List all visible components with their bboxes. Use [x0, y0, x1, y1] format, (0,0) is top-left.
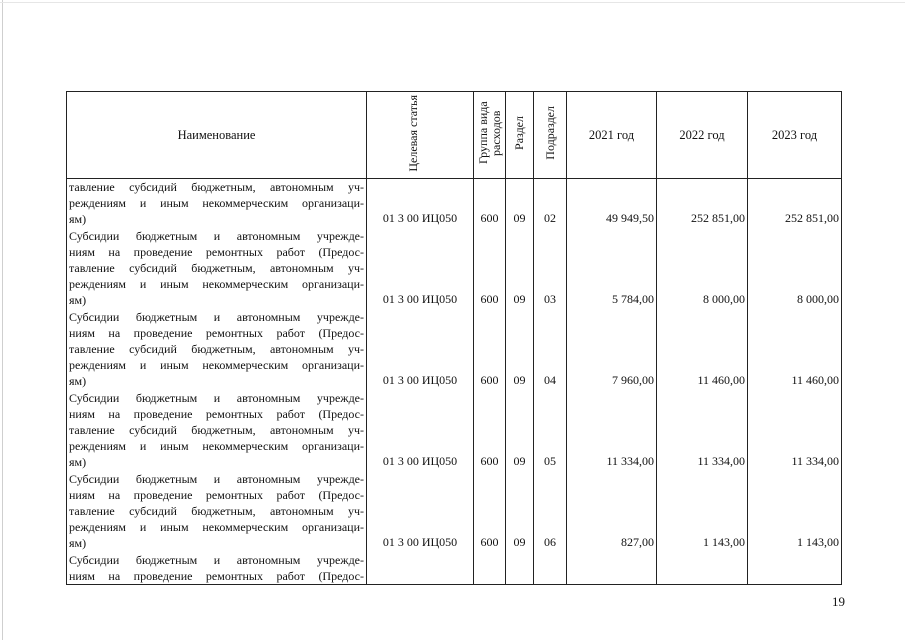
row-section	[506, 552, 534, 585]
page-edge-left	[2, 0, 3, 640]
row-name-line: Субсидии бюджетным и автономным учрежде-	[69, 309, 364, 324]
header-target-article	[367, 92, 474, 179]
row-name	[67, 309, 367, 390]
row-subsection	[534, 552, 567, 585]
row-name-line: ям)	[69, 212, 87, 227]
row-subsection: 05	[534, 390, 567, 471]
row-name-line: ниям на проведение ремонтных работ (Предос-	[69, 568, 364, 583]
header-name: Наименование	[67, 92, 367, 179]
row-target-article: 01 3 00 ИЦ050	[367, 309, 474, 390]
row-value-2022: 1 143,00	[657, 471, 748, 552]
row-name-line: реждениям и иным некоммерческим организаци-	[69, 277, 364, 292]
header-expense-group-label: Группа вида расходов	[475, 101, 503, 165]
row-value-2022: 252 851,00	[657, 179, 748, 228]
row-name-line: Субсидии бюджетным и автономным учрежде-	[69, 390, 364, 405]
row-target-article	[367, 552, 474, 585]
row-expense-group: 600	[474, 390, 506, 471]
row-value-2021: 5 784,00	[567, 228, 657, 309]
row-name-line: ниям на проведение ремонтных работ (Предос-	[69, 406, 364, 421]
row-value-2022: 11 334,00	[657, 390, 748, 471]
row-target-article: 01 3 00 ИЦ050	[367, 179, 474, 228]
row-name-line: ниям на проведение ремонтных работ (Предос-	[69, 487, 364, 502]
row-expense-group: 600	[474, 228, 506, 309]
header-target-article-label: Целевая статья	[406, 94, 420, 172]
row-section: 09	[506, 179, 534, 228]
row-name-line: тавление субсидий бюджетным, автономным уч-	[69, 504, 364, 519]
row-name-line: тавление субсидий бюджетным, автономным уч-	[69, 423, 364, 438]
table-row	[67, 228, 842, 309]
row-name-line: тавление субсидий бюджетным, автономным уч-	[69, 261, 364, 276]
row-target-article: 01 3 00 ИЦ050	[367, 228, 474, 309]
row-value-2021: 49 949,50	[567, 179, 657, 228]
row-name-line: тавление субсидий бюджетным, автономным уч-	[69, 180, 364, 194]
table-header-row	[67, 92, 842, 179]
row-name	[67, 471, 367, 552]
row-name-line: тавление субсидий бюджетным, автономным уч-	[69, 342, 364, 357]
table-row	[67, 471, 842, 552]
row-expense-group: 600	[474, 309, 506, 390]
table-row	[67, 179, 842, 228]
row-value-2023: 1 143,00	[748, 471, 842, 552]
header-2021: 2021 год	[567, 92, 657, 179]
row-value-2021	[567, 552, 657, 585]
row-name-line: реждениям и иным некоммерческим организаци-	[69, 439, 364, 454]
row-subsection: 04	[534, 309, 567, 390]
header-2023: 2023 год	[748, 92, 842, 179]
header-expense-group	[474, 92, 506, 179]
budget-table	[66, 91, 842, 585]
row-subsection: 02	[534, 179, 567, 228]
row-expense-group: 600	[474, 471, 506, 552]
header-2022: 2022 год	[657, 92, 748, 179]
row-section: 09	[506, 309, 534, 390]
page-edge-top	[0, 2, 905, 3]
row-target-article: 01 3 00 ИЦ050	[367, 471, 474, 552]
header-subsection	[534, 92, 567, 179]
row-value-2023: 8 000,00	[748, 228, 842, 309]
row-name-line: Субсидии бюджетным и автономным учрежде-	[69, 228, 364, 243]
row-name-line: реждениям и иным некоммерческим организаци-	[69, 520, 364, 535]
row-name	[67, 228, 367, 309]
table-row	[67, 552, 842, 585]
row-value-2021: 11 334,00	[567, 390, 657, 471]
page-number: 19	[832, 594, 845, 609]
row-name-line: реждениям и иным некоммерческим организаци-	[69, 358, 364, 373]
row-value-2022: 8 000,00	[657, 228, 748, 309]
row-value-2022: 11 460,00	[657, 309, 748, 390]
row-value-2022	[657, 552, 748, 585]
row-name-line: реждениям и иным некоммерческим организаци-	[69, 196, 364, 211]
row-value-2021: 827,00	[567, 471, 657, 552]
row-name	[67, 390, 367, 471]
row-value-2023	[748, 552, 842, 585]
row-value-2023: 252 851,00	[748, 179, 842, 228]
row-section: 09	[506, 228, 534, 309]
row-target-article: 01 3 00 ИЦ050	[367, 390, 474, 471]
row-subsection: 06	[534, 471, 567, 552]
row-name-line: ниям на проведение ремонтных работ (Предос-	[69, 325, 364, 340]
row-name-line: Субсидии бюджетным и автономным учрежде-	[69, 471, 364, 486]
row-value-2023: 11 334,00	[748, 390, 842, 471]
row-name	[67, 179, 367, 228]
header-section-label: Раздел	[512, 116, 526, 150]
row-expense-group	[474, 552, 506, 585]
row-name-line: ям)	[69, 536, 87, 551]
row-section: 09	[506, 471, 534, 552]
row-value-2023: 11 460,00	[748, 309, 842, 390]
row-name-line: Субсидии бюджетным и автономным учрежде-	[69, 552, 364, 567]
row-value-2021: 7 960,00	[567, 309, 657, 390]
row-name-line: ниям на проведение ремонтных работ (Предос-	[69, 244, 364, 259]
table-row	[67, 390, 842, 471]
row-expense-group: 600	[474, 179, 506, 228]
row-name-line: ям)	[69, 455, 87, 470]
row-name	[67, 552, 367, 585]
row-name-line: ям)	[69, 374, 87, 389]
row-section: 09	[506, 390, 534, 471]
table-row	[67, 309, 842, 390]
header-subsection-label: Подраздел	[542, 106, 557, 160]
row-subsection: 03	[534, 228, 567, 309]
row-name-line: ям)	[69, 293, 87, 308]
header-section	[506, 92, 534, 179]
